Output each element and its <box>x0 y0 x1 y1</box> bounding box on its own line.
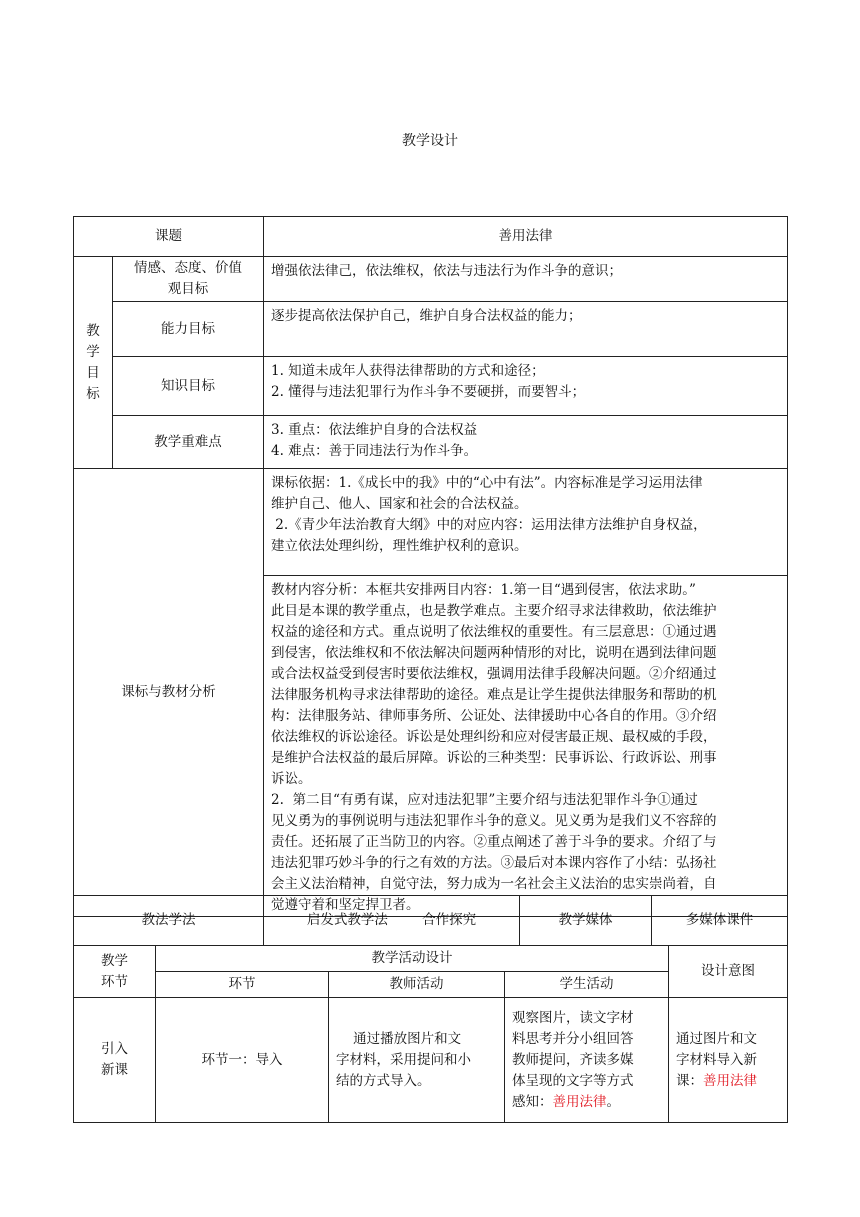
media-label: 教学媒体 <box>520 896 652 946</box>
method-row <box>74 896 788 946</box>
highlight-text: 善用法律 <box>703 1072 757 1089</box>
content-analysis-text: 教材内容分析：本框共安排两目内容：1.第一目“遇到侵害，依法求助。” 此目是本课的教学重点，也是教学难点。主要介绍寻求法律救助，依法维护 权益的途径和方式。重点说明了依法维权的重要性。有三层意思：①通过遇 到侵害，依法维权和不依法解决问题两种情形的对比，说明在遇到法律问题 或合法权益受到侵害时要依法维权，强调用法律手段解决问题。②介绍通过 法律服务机构寻求法律帮助的途径。难点是让学生提供法律服务和帮助的机 构：法律服务站、律师事务所、公证处、法律援助中心各自的作用。③介绍 依法维权的诉讼途径。诉讼是处理纠纷和应对侵害最正规、最权威的手段， 是维护合法权益的最后屏障。诉讼的三种类型：民事诉讼、行政诉讼、刑事 诉讼。 2. 第二目“有勇有谋，应对违法犯罪”主要介绍与违法犯罪作斗争①通过 见义勇为的事例说明与违法犯罪作斗争的意义。见义勇为是我们义不容辞的 责任。还拓展了正当防卫的内容。②重点阐述了善于斗争的要求。介绍了与 违法犯罪巧妙斗争的行之有效的方法。③最后对本课内容作了小结：弘扬社 会主义法治精神，自觉守法，努力成为一名社会主义法治的忠实崇尚着，自 觉遵守着和坚定捍卫者。 <box>264 576 788 917</box>
goal-row <box>74 357 788 416</box>
media-value: 多媒体课件 <box>652 896 788 946</box>
activity-row <box>74 998 788 1123</box>
analysis-standards-row <box>74 469 788 576</box>
highlight-text: 善用法律 <box>552 1093 607 1110</box>
intent-header: 设计意图 <box>669 946 788 998</box>
intent-cell: 通过图片和文 字材料导入新 课：善用法律 <box>669 998 788 1123</box>
link-cell: 环节一：导入 <box>156 998 329 1123</box>
goal-name: 知识目标 <box>113 357 264 416</box>
method-table <box>73 895 788 946</box>
student-cell: 观察图片，读文字材 料思考并分小组回答 教师提问，齐读多媒 体呈现的文字等方式 感知：善用法律。 <box>505 998 669 1123</box>
activity-header-row <box>74 946 788 972</box>
goal-text: 3. 重点：依法维护自身的合法权益 4. 难点：善于同违法行为作斗争。 <box>264 416 788 469</box>
activity-table <box>73 945 788 1123</box>
goal-row <box>74 302 788 357</box>
goals-label: 教 学 目 标 <box>74 257 113 469</box>
link-header: 环节 <box>156 972 329 998</box>
student-header: 学生活动 <box>505 972 669 998</box>
method-value: 启发式教学法 合作探究 <box>264 896 520 946</box>
standards-text: 课标依据：1.《成长中的我》中的“心中有法”。内容标准是学习运用法律 维护自己、他人、国家和社会的合法权益。 2.《青少年法治教育大纲》中的对应内容：运用法律方法维护自身权益， 建立依法处理纠纷，理性维护权利的意识。 <box>264 469 788 576</box>
topic-row <box>74 217 788 257</box>
goal-text: 增强依法律己，依法维权，依法与违法行为作斗争的意识； <box>264 257 788 302</box>
goal-text: 1. 知道未成年人获得法律帮助的方式和途径； 2. 懂得与违法犯罪行为作斗争不要硬拼，而要智斗； <box>264 357 788 416</box>
goal-text: 逐步提高依法保护自己，维护自身合法权益的能力； <box>264 302 788 357</box>
page-title: 教学设计 <box>402 133 458 149</box>
analysis-label: 课标与教材分析 <box>74 469 264 917</box>
topic-value: 善用法律 <box>264 217 788 257</box>
stage-header: 教学 环节 <box>74 946 156 998</box>
goal-row <box>74 416 788 469</box>
design-header: 教学活动设计 <box>156 946 669 972</box>
lesson-plan-table <box>73 216 788 917</box>
method-label: 教法学法 <box>74 896 264 946</box>
teacher-cell: 通过播放图片和文 字材料，采用提问和小 结的方式导入。 <box>329 998 505 1123</box>
goal-row <box>74 257 788 302</box>
goal-name: 能力目标 <box>113 302 264 357</box>
goal-name: 情感、态度、价值 观目标 <box>113 257 264 302</box>
topic-label: 课题 <box>74 217 264 257</box>
goal-name: 教学重难点 <box>113 416 264 469</box>
stage-cell: 引入 新课 <box>74 998 156 1123</box>
teacher-header: 教师活动 <box>329 972 505 998</box>
